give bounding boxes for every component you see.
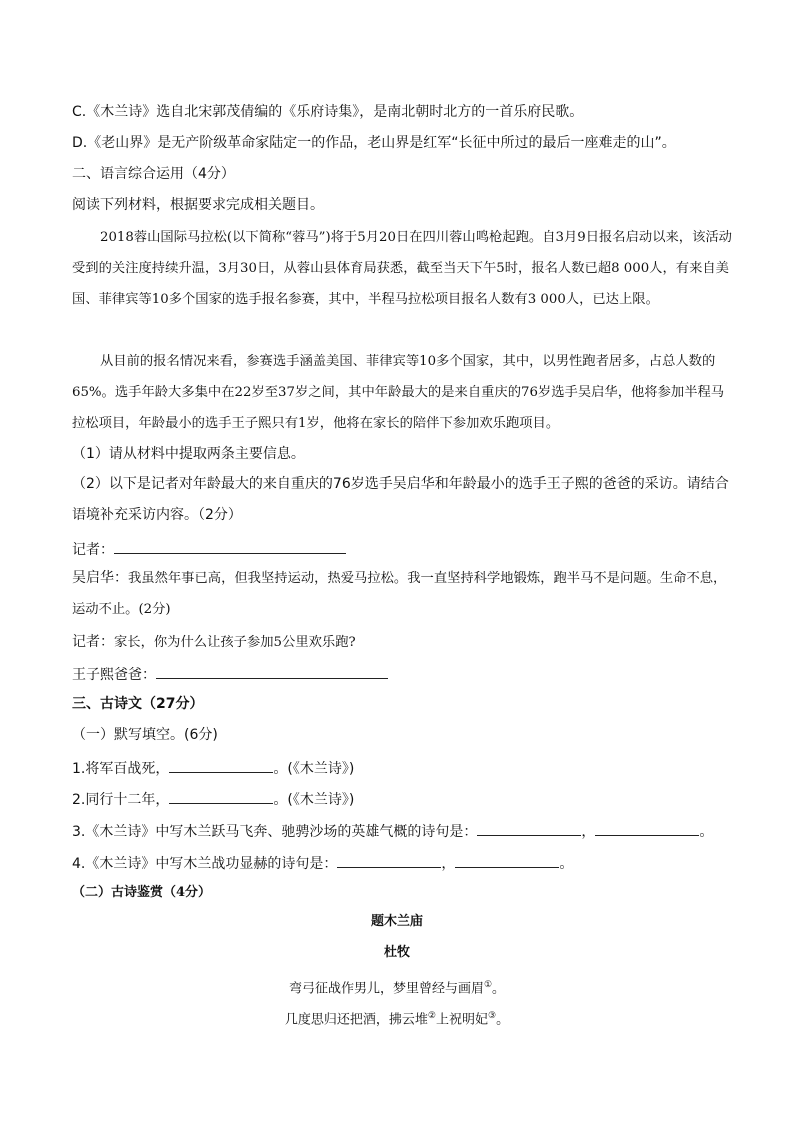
subsection-1-heading: （一）默写填空。(6分) [72,727,218,743]
fill-item-2-prefix: 2.同行十二年， [72,792,170,808]
poem-author: 杜牧 [383,945,410,960]
reporter-label-1: 记者： [72,542,114,558]
footnote-marker-1: ① [483,980,493,990]
poem-line-2-part-a: 几度思归还把酒，拂云堆 [284,1012,428,1028]
question-2: （2）以下是记者对年龄最大的来自重庆的76岁选手吴启华和年龄最小的选手王子熙的爸爸的采访。请结合语境补充采访内容。（2分） [72,476,729,523]
material-paragraph-2 [72,346,732,439]
reporter-answer-blank[interactable] [114,538,346,554]
poem-line-2 [0,1007,794,1029]
reporter-question-2: 家长，你为什么让孩子参加5公里欢乐跑? [114,635,356,650]
father-line [72,663,732,685]
reporter-label-2: 记者： [72,634,114,650]
fill-item-1-blank[interactable] [169,757,273,773]
fill-item-4-blank-b[interactable] [455,852,559,868]
question-1: （1）请从材料中提取两条主要信息。 [72,446,305,462]
material-paragraph-2-text: 从目前的报名情况来看，参赛选手涵盖美国、菲律宾等10多个国家，其中，以男性跑者居多，占总人数的65%。选手年龄大多集中在22岁至37岁之间，其中年龄最大的是来自重庆的76岁选手吴启华，他将参加半程马拉松项目，年龄最小的选手王子熙只有1岁，他将在家长的陪伴下参加欢乐跑项目。 [72,354,725,431]
reporter-line-1 [72,538,732,560]
section-2-instruction: 阅读下列材料，根据要求完成相关题目。 [72,197,324,213]
poem-title: 题木兰庙 [370,914,423,929]
fill-item-3-period: 。 [699,824,714,840]
material-paragraph-1 [72,222,732,315]
reporter-line-2 [72,632,732,653]
fill-item-1-prefix: 1.将军百战死， [72,761,170,777]
fill-item-3 [72,820,732,842]
option-d: D.《老山界》是无产阶级革命家陆定一的作品，老山界是红军“长征中所过的最后一座难走的山”。 [72,135,676,151]
footnote-marker-3: ③ [488,1011,497,1021]
fill-item-2 [72,788,732,810]
fill-item-2-suffix: 。(《木兰诗》) [273,792,355,808]
fill-item-4-prefix: 4.《木兰诗》中写木兰战功显赫的诗句是： [72,856,338,872]
poem-line-2-part-b: 上祝明妃 [435,1012,488,1028]
fill-item-4-period: 。 [559,856,574,872]
poem-line-1 [0,976,794,998]
poem-line-2-end: 。 [496,1012,510,1028]
fill-item-3-blank-a[interactable] [477,820,581,836]
wu-qihua-label: 吴启华： [72,570,128,586]
option-c: C.《木兰诗》选自北宋郭茂倩编的《乐府诗集》，是南北朝时北方的一首乐府民歌。 [72,104,584,120]
poem-line-1-text: 弯弓征战作男儿，梦里曾经与画眉 [288,981,484,997]
fill-item-3-prefix: 3.《木兰诗》中写木兰跃马飞奔、驰骋沙场的英雄气概的诗句是： [72,824,478,840]
wu-qihua-text: 我虽然年事已高，但我坚持运动，热爱马拉松。我一直坚持科学地锻炼，跑半马不是问题。生命不息，运动不止。(2分) [72,571,727,617]
footnote-marker-2: ② [427,1011,436,1021]
section-2-heading: 二、语言综合运用（4分） [72,166,235,182]
fill-item-2-blank[interactable] [169,788,273,804]
father-label: 王子熙爸爸： [72,667,156,683]
fill-item-4-comma: ， [441,856,456,872]
wu-qihua-reply [72,563,732,625]
fill-item-4 [72,852,732,874]
father-answer-blank[interactable] [156,663,388,679]
subsection-2-heading: （二）古诗鉴赏（4分） [72,885,212,900]
fill-item-3-blank-b[interactable] [595,820,699,836]
section-3-heading: 三、古诗文（27分） [72,696,204,712]
fill-item-1-suffix: 。(《木兰诗》) [273,761,355,777]
fill-item-1 [72,757,732,779]
fill-item-4-blank-a[interactable] [337,852,441,868]
poem-line-1-end: 。 [492,981,506,997]
fill-item-3-comma: ， [581,824,596,840]
material-paragraph-1-text: 2018蓉山国际马拉松(以下简称“蓉马”)将于5月20日在四川蓉山鸣枪起跑。自3月9日报名启动以来，该活动受到的关注度持续升温，3月30日，从蓉山县体育局获悉，截至当天下午5时，报名人数已超8 000人，有来自美国、菲律宾等10多个国家的选手报名参赛，其中，半程马拉松项目报名人数有3 000人，已达上限。 [72,230,732,307]
